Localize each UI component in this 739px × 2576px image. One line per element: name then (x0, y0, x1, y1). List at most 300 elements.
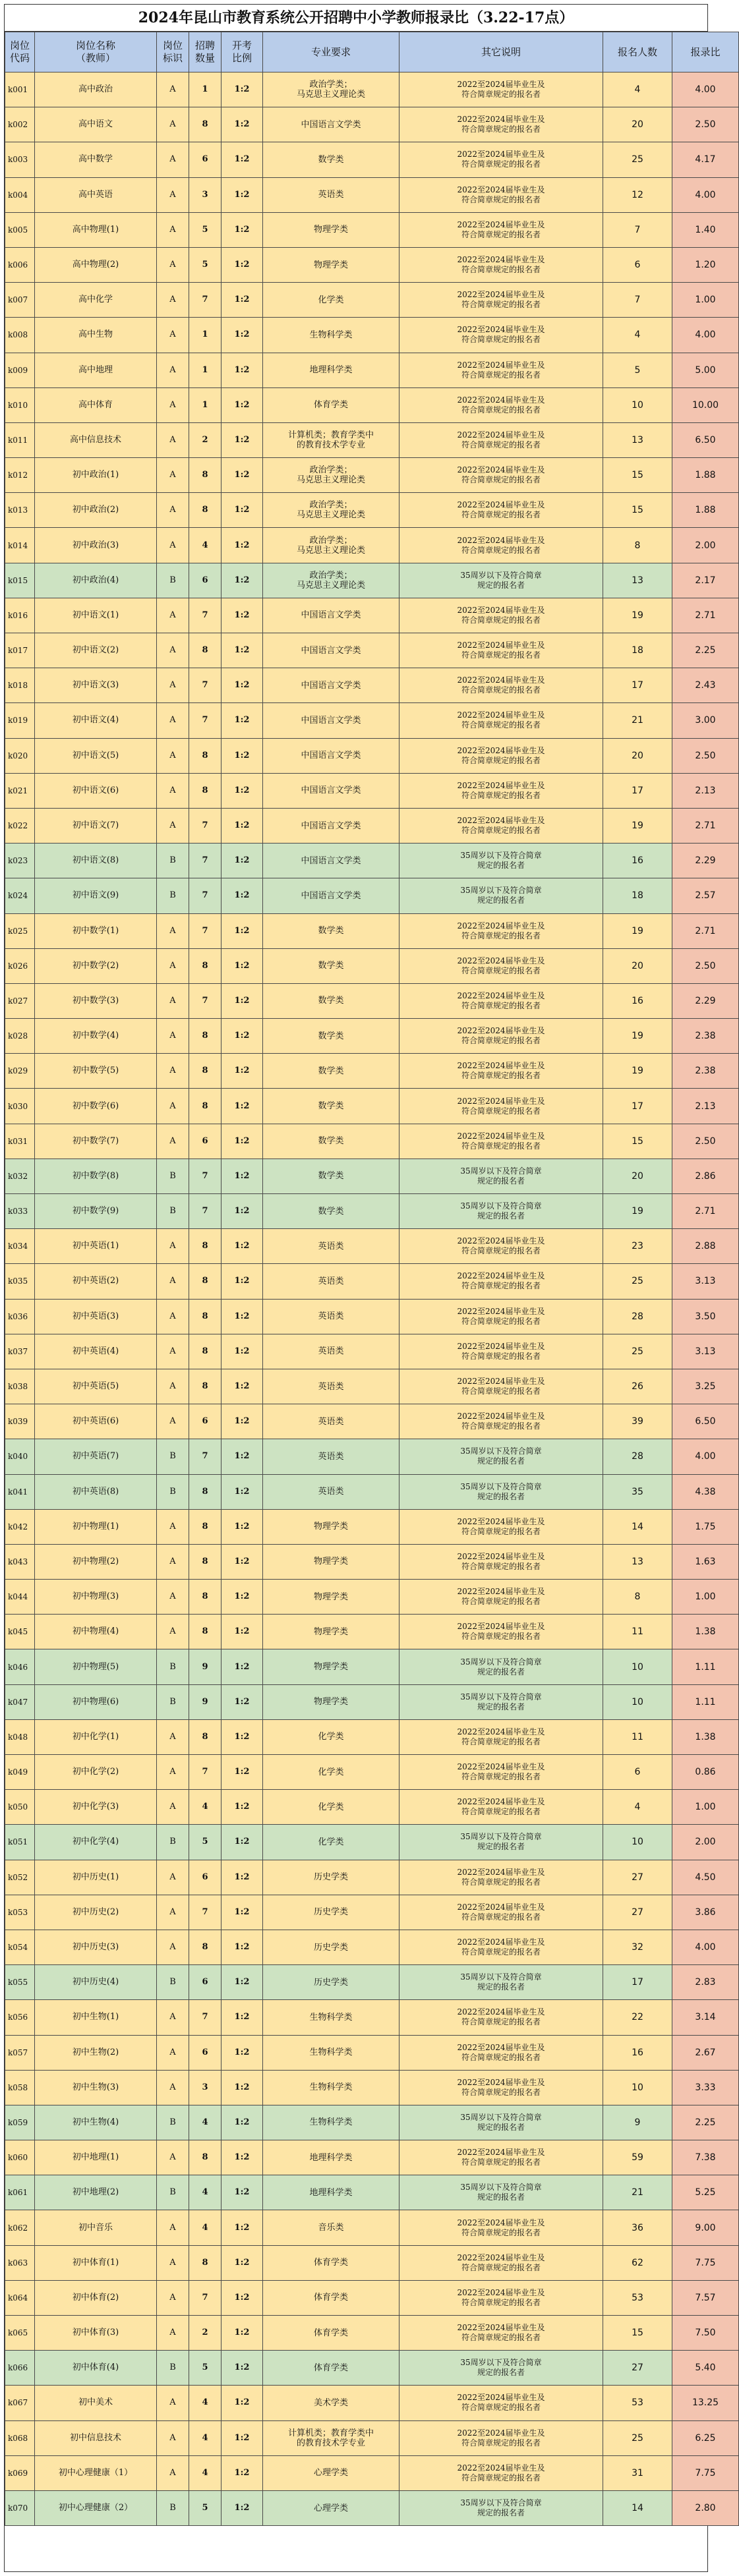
applicant-count: 8 (603, 1580, 672, 1615)
application-ratio: 3.13 (672, 1264, 739, 1299)
application-ratio: 4.50 (672, 1860, 739, 1895)
table-row (5, 1615, 739, 1649)
position-mark: A (157, 1404, 189, 1439)
hire-count: 8 (189, 2140, 222, 2175)
open-ratio: 1:2 (222, 2455, 263, 2490)
hire-count: 7 (189, 983, 222, 1018)
application-ratio: 2.25 (672, 2105, 739, 2140)
table-row (5, 2035, 739, 2070)
table-row (5, 2175, 739, 2210)
table-row (5, 1474, 739, 1509)
major-requirement: 政治学类； 马克思主义理论类 (263, 458, 399, 493)
applicant-count: 27 (603, 1860, 672, 1895)
position-name: 初中语文(6) (35, 773, 157, 808)
position-mark: A (157, 1054, 189, 1089)
open-ratio: 1:2 (222, 2420, 263, 2455)
position-code: k008 (5, 318, 35, 353)
table-row (5, 493, 739, 528)
major-requirement: 政治学类； 马克思主义理论类 (263, 72, 399, 107)
applicant-count: 36 (603, 2210, 672, 2245)
applicant-count: 25 (603, 1264, 672, 1299)
applicant-count: 22 (603, 2000, 672, 2035)
table-row (5, 633, 739, 668)
open-ratio: 1:2 (222, 318, 263, 353)
position-mark: A (157, 212, 189, 247)
position-code: k017 (5, 633, 35, 668)
position-code: k053 (5, 1895, 35, 1930)
applicant-count: 19 (603, 598, 672, 633)
open-ratio: 1:2 (222, 422, 263, 457)
open-ratio: 1:2 (222, 1054, 263, 1089)
position-mark: B (157, 1439, 189, 1474)
position-code: k044 (5, 1580, 35, 1615)
header-code: 岗位 代码 (5, 32, 35, 72)
position-code: k048 (5, 1719, 35, 1754)
position-mark: A (157, 387, 189, 422)
applicant-count: 17 (603, 1089, 672, 1124)
open-ratio: 1:2 (222, 2316, 263, 2351)
position-mark: B (157, 1159, 189, 1193)
hire-count: 7 (189, 668, 222, 703)
hire-count: 8 (189, 493, 222, 528)
table-row (5, 2210, 739, 2245)
open-ratio: 1:2 (222, 2280, 263, 2315)
hire-count: 9 (189, 1684, 222, 1719)
major-requirement: 英语类 (263, 1334, 399, 1369)
open-ratio: 1:2 (222, 2105, 263, 2140)
position-code: k065 (5, 2316, 35, 2351)
position-name: 初中语文(4) (35, 703, 157, 738)
other-note: 35周岁以下及符合简章 规定的报名者 (399, 563, 603, 598)
hire-count: 4 (189, 2175, 222, 2210)
application-ratio: 4.00 (672, 318, 739, 353)
applicant-count: 10 (603, 1825, 672, 1860)
application-ratio: 1.00 (672, 283, 739, 318)
application-ratio: 2.83 (672, 1965, 739, 2000)
other-note: 2022至2024届毕业生及 符合简章规定的报名者 (399, 1930, 603, 1964)
position-name: 初中语文(1) (35, 598, 157, 633)
position-code: k045 (5, 1615, 35, 1649)
position-mark: B (157, 2175, 189, 2210)
position-code: k062 (5, 2210, 35, 2245)
major-requirement: 地理科学类 (263, 353, 399, 387)
other-note: 2022至2024届毕业生及 符合简章规定的报名者 (399, 2420, 603, 2455)
major-requirement: 化学类 (263, 1825, 399, 1860)
application-ratio: 2.00 (672, 528, 739, 563)
position-name: 初中物理(4) (35, 1615, 157, 1649)
applicant-count: 21 (603, 2175, 672, 2210)
major-requirement: 美术学类 (263, 2386, 399, 2420)
position-name: 初中历史(4) (35, 1965, 157, 2000)
hire-count: 8 (189, 1615, 222, 1649)
position-mark: A (157, 1509, 189, 1544)
position-name: 高中英语 (35, 177, 157, 212)
position-mark: B (157, 2351, 189, 2386)
hire-count: 2 (189, 2316, 222, 2351)
position-mark: A (157, 633, 189, 668)
application-ratio: 2.88 (672, 1229, 739, 1264)
position-name: 初中政治(2) (35, 493, 157, 528)
other-note: 2022至2024届毕业生及 符合简章规定的报名者 (399, 1264, 603, 1299)
hire-count: 5 (189, 2351, 222, 2386)
applicant-count: 4 (603, 72, 672, 107)
hire-count: 8 (189, 107, 222, 142)
open-ratio: 1:2 (222, 808, 263, 843)
applicant-count: 10 (603, 1684, 672, 1719)
application-ratio: 4.17 (672, 142, 739, 177)
applicant-count: 7 (603, 212, 672, 247)
open-ratio: 1:2 (222, 1719, 263, 1754)
applicant-count: 25 (603, 1334, 672, 1369)
major-requirement: 生物科学类 (263, 318, 399, 353)
table-row (5, 1930, 739, 1964)
position-mark: A (157, 2455, 189, 2490)
position-name: 初中心理健康（1） (35, 2455, 157, 2490)
open-ratio: 1:2 (222, 1369, 263, 1404)
hire-count: 2 (189, 422, 222, 457)
application-ratio: 7.50 (672, 2316, 739, 2351)
open-ratio: 1:2 (222, 1580, 263, 1615)
application-ratio: 1.40 (672, 212, 739, 247)
hire-count: 4 (189, 2455, 222, 2490)
open-ratio: 1:2 (222, 844, 263, 878)
application-ratio: 3.14 (672, 2000, 739, 2035)
table-row (5, 1194, 739, 1229)
applicant-count: 53 (603, 2386, 672, 2420)
position-mark: A (157, 2140, 189, 2175)
table-row (5, 2351, 739, 2386)
other-note: 2022至2024届毕业生及 符合简章规定的报名者 (399, 1054, 603, 1089)
application-ratio: 2.13 (672, 1089, 739, 1124)
position-code: k056 (5, 2000, 35, 2035)
hire-count: 1 (189, 318, 222, 353)
hire-count: 8 (189, 948, 222, 983)
major-requirement: 体育学类 (263, 387, 399, 422)
major-requirement: 心理学类 (263, 2490, 399, 2525)
position-code: k030 (5, 1089, 35, 1124)
applicant-count: 6 (603, 247, 672, 282)
other-note: 35周岁以下及符合简章 规定的报名者 (399, 1474, 603, 1509)
applicant-count: 10 (603, 387, 672, 422)
position-mark: A (157, 948, 189, 983)
application-ratio: 2.71 (672, 598, 739, 633)
table-row (5, 1684, 739, 1719)
major-requirement: 政治学类； 马克思主义理论类 (263, 528, 399, 563)
position-mark: A (157, 2245, 189, 2280)
position-name: 初中数学(9) (35, 1194, 157, 1229)
major-requirement: 计算机类；教育学类中 的教育技术学专业 (263, 422, 399, 457)
position-mark: A (157, 1334, 189, 1369)
other-note: 35周岁以下及符合简章 规定的报名者 (399, 1825, 603, 1860)
major-requirement: 中国语言文学类 (263, 598, 399, 633)
major-requirement: 化学类 (263, 1755, 399, 1790)
open-ratio: 1:2 (222, 948, 263, 983)
table-row (5, 1580, 739, 1615)
position-name: 初中体育(1) (35, 2245, 157, 2280)
position-code: k061 (5, 2175, 35, 2210)
hire-count: 5 (189, 247, 222, 282)
other-note: 2022至2024届毕业生及 符合简章规定的报名者 (399, 1580, 603, 1615)
position-name: 初中地理(1) (35, 2140, 157, 2175)
position-code: k016 (5, 598, 35, 633)
position-code: k058 (5, 2070, 35, 2105)
other-note: 35周岁以下及符合简章 规定的报名者 (399, 2490, 603, 2525)
position-mark: A (157, 1580, 189, 1615)
other-note: 2022至2024届毕业生及 符合简章规定的报名者 (399, 2210, 603, 2245)
application-ratio: 1.00 (672, 1580, 739, 1615)
position-name: 初中心理健康（2） (35, 2490, 157, 2525)
other-note: 2022至2024届毕业生及 符合简章规定的报名者 (399, 913, 603, 948)
open-ratio: 1:2 (222, 1965, 263, 2000)
other-note: 35周岁以下及符合简章 规定的报名者 (399, 1965, 603, 2000)
hire-count: 6 (189, 563, 222, 598)
applicant-count: 19 (603, 1019, 672, 1054)
application-ratio: 2.13 (672, 773, 739, 808)
application-ratio: 2.50 (672, 948, 739, 983)
applicant-count: 18 (603, 633, 672, 668)
open-ratio: 1:2 (222, 2386, 263, 2420)
hire-count: 7 (189, 878, 222, 913)
major-requirement: 中国语言文学类 (263, 668, 399, 703)
hire-count: 7 (189, 1159, 222, 1193)
applicant-count: 9 (603, 2105, 672, 2140)
open-ratio: 1:2 (222, 1860, 263, 1895)
position-mark: A (157, 318, 189, 353)
other-note: 2022至2024届毕业生及 符合简章规定的报名者 (399, 1790, 603, 1825)
hire-count: 7 (189, 2280, 222, 2315)
table-row (5, 177, 739, 212)
open-ratio: 1:2 (222, 1930, 263, 1964)
position-name: 初中数学(1) (35, 913, 157, 948)
position-name: 初中地理(2) (35, 2175, 157, 2210)
major-requirement: 生物科学类 (263, 2070, 399, 2105)
position-mark: A (157, 773, 189, 808)
major-requirement: 物理学类 (263, 1544, 399, 1579)
major-requirement: 英语类 (263, 1404, 399, 1439)
applicant-count: 31 (603, 2455, 672, 2490)
major-requirement: 数学类 (263, 948, 399, 983)
header-ratio: 报录比 (672, 32, 739, 72)
position-mark: A (157, 1895, 189, 1930)
position-code: k025 (5, 913, 35, 948)
position-name: 初中数学(2) (35, 948, 157, 983)
position-mark: B (157, 2105, 189, 2140)
position-mark: A (157, 983, 189, 1018)
other-note: 2022至2024届毕业生及 符合简章规定的报名者 (399, 1404, 603, 1439)
other-note: 2022至2024届毕业生及 符合简章规定的报名者 (399, 283, 603, 318)
position-name: 初中体育(4) (35, 2351, 157, 2386)
open-ratio: 1:2 (222, 598, 263, 633)
position-code: k049 (5, 1755, 35, 1790)
position-code: k042 (5, 1509, 35, 1544)
applicant-count: 18 (603, 878, 672, 913)
position-name: 初中物理(2) (35, 1544, 157, 1579)
applicant-count: 26 (603, 1369, 672, 1404)
hire-count: 7 (189, 1895, 222, 1930)
other-note: 35周岁以下及符合简章 规定的报名者 (399, 1684, 603, 1719)
position-mark: B (157, 1649, 189, 1684)
table-body (5, 72, 739, 2526)
applicant-count: 32 (603, 1930, 672, 1964)
applicant-count: 15 (603, 2316, 672, 2351)
header-note: 其它说明 (399, 32, 603, 72)
open-ratio: 1:2 (222, 387, 263, 422)
position-code: k064 (5, 2280, 35, 2315)
applicant-count: 14 (603, 1509, 672, 1544)
position-mark: A (157, 2280, 189, 2315)
position-name: 初中化学(2) (35, 1755, 157, 1790)
application-ratio: 1.20 (672, 247, 739, 282)
open-ratio: 1:2 (222, 2351, 263, 2386)
position-name: 初中政治(4) (35, 563, 157, 598)
other-note: 2022至2024届毕业生及 符合简章规定的报名者 (399, 2070, 603, 2105)
position-mark: A (157, 1719, 189, 1754)
position-mark: A (157, 1790, 189, 1825)
position-code: k063 (5, 2245, 35, 2280)
table-row (5, 1404, 739, 1439)
position-mark: A (157, 1089, 189, 1124)
applicant-count: 6 (603, 1755, 672, 1790)
table-row (5, 844, 739, 878)
position-name: 初中数学(3) (35, 983, 157, 1018)
major-requirement: 中国语言文学类 (263, 844, 399, 878)
position-code: k039 (5, 1404, 35, 1439)
position-name: 初中政治(1) (35, 458, 157, 493)
table-row (5, 1369, 739, 1404)
position-code: k027 (5, 983, 35, 1018)
other-note: 35周岁以下及符合简章 规定的报名者 (399, 2175, 603, 2210)
position-name: 初中信息技术 (35, 2420, 157, 2455)
major-requirement: 物理学类 (263, 1649, 399, 1684)
open-ratio: 1:2 (222, 633, 263, 668)
application-ratio: 13.25 (672, 2386, 739, 2420)
table-row (5, 668, 739, 703)
table-row (5, 2105, 739, 2140)
open-ratio: 1:2 (222, 1439, 263, 1474)
position-name: 初中美术 (35, 2386, 157, 2420)
other-note: 2022至2024届毕业生及 符合简章规定的报名者 (399, 983, 603, 1018)
major-requirement: 英语类 (263, 1474, 399, 1509)
position-name: 高中物理(2) (35, 247, 157, 282)
position-name: 高中语文 (35, 107, 157, 142)
position-mark: A (157, 668, 189, 703)
major-requirement: 物理学类 (263, 212, 399, 247)
other-note: 2022至2024届毕业生及 符合简章规定的报名者 (399, 387, 603, 422)
open-ratio: 1:2 (222, 1159, 263, 1193)
hire-count: 4 (189, 528, 222, 563)
major-requirement: 化学类 (263, 1719, 399, 1754)
open-ratio: 1:2 (222, 1264, 263, 1299)
position-name: 高中地理 (35, 353, 157, 387)
application-ratio: 2.29 (672, 844, 739, 878)
applicant-count: 27 (603, 2351, 672, 2386)
table-row (5, 1054, 739, 1089)
major-requirement: 化学类 (263, 1790, 399, 1825)
major-requirement: 体育学类 (263, 2316, 399, 2351)
hire-count: 8 (189, 633, 222, 668)
position-code: k051 (5, 1825, 35, 1860)
hire-count: 8 (189, 1089, 222, 1124)
position-code: k057 (5, 2035, 35, 2070)
table-row (5, 773, 739, 808)
application-ratio: 1.38 (672, 1719, 739, 1754)
open-ratio: 1:2 (222, 983, 263, 1018)
table-row (5, 353, 739, 387)
table-row (5, 1649, 739, 1684)
position-code: k047 (5, 1684, 35, 1719)
position-name: 初中生物(3) (35, 2070, 157, 2105)
table-row (5, 1019, 739, 1054)
position-name: 初中英语(7) (35, 1439, 157, 1474)
position-code: k068 (5, 2420, 35, 2455)
hire-count: 8 (189, 1719, 222, 1754)
position-mark: A (157, 142, 189, 177)
major-requirement: 政治学类； 马克思主义理论类 (263, 493, 399, 528)
position-mark: A (157, 422, 189, 457)
hire-count: 4 (189, 2105, 222, 2140)
open-ratio: 1:2 (222, 1825, 263, 1860)
other-note: 35周岁以下及符合简章 规定的报名者 (399, 878, 603, 913)
other-note: 35周岁以下及符合简章 规定的报名者 (399, 1439, 603, 1474)
open-ratio: 1:2 (222, 668, 263, 703)
application-ratio: 0.86 (672, 1755, 739, 1790)
position-mark: A (157, 2420, 189, 2455)
other-note: 35周岁以下及符合简章 规定的报名者 (399, 1194, 603, 1229)
applicant-count: 13 (603, 1544, 672, 1579)
open-ratio: 1:2 (222, 2000, 263, 2035)
major-requirement: 数学类 (263, 142, 399, 177)
major-requirement: 中国语言文学类 (263, 107, 399, 142)
application-ratio: 2.67 (672, 2035, 739, 2070)
hire-count: 5 (189, 2490, 222, 2525)
major-requirement: 中国语言文学类 (263, 773, 399, 808)
open-ratio: 1:2 (222, 1404, 263, 1439)
position-code: k031 (5, 1124, 35, 1159)
position-name: 高中数学 (35, 142, 157, 177)
position-code: k024 (5, 878, 35, 913)
open-ratio: 1:2 (222, 2245, 263, 2280)
position-code: k011 (5, 422, 35, 457)
table-row (5, 2000, 739, 2035)
position-code: k015 (5, 563, 35, 598)
position-code: k007 (5, 283, 35, 318)
other-note: 2022至2024届毕业生及 符合简章规定的报名者 (399, 1755, 603, 1790)
application-ratio: 5.40 (672, 2351, 739, 2386)
open-ratio: 1:2 (222, 773, 263, 808)
position-code: k023 (5, 844, 35, 878)
application-ratio: 1.63 (672, 1544, 739, 1579)
application-ratio: 2.00 (672, 1825, 739, 1860)
major-requirement: 物理学类 (263, 1684, 399, 1719)
position-mark: B (157, 1684, 189, 1719)
table-row (5, 2386, 739, 2420)
hire-count: 8 (189, 1054, 222, 1089)
table-row (5, 563, 739, 598)
major-requirement: 物理学类 (263, 1580, 399, 1615)
open-ratio: 1:2 (222, 913, 263, 948)
hire-count: 6 (189, 1860, 222, 1895)
open-ratio: 1:2 (222, 1755, 263, 1790)
application-ratio: 7.75 (672, 2245, 739, 2280)
position-mark: A (157, 247, 189, 282)
position-mark: A (157, 1019, 189, 1054)
position-code: k018 (5, 668, 35, 703)
other-note: 2022至2024届毕业生及 符合简章规定的报名者 (399, 107, 603, 142)
applicant-count: 28 (603, 1299, 672, 1334)
position-name: 初中物理(3) (35, 1580, 157, 1615)
applicant-count: 35 (603, 1474, 672, 1509)
major-requirement: 计算机类；教育学类中 的教育技术学专业 (263, 2420, 399, 2455)
